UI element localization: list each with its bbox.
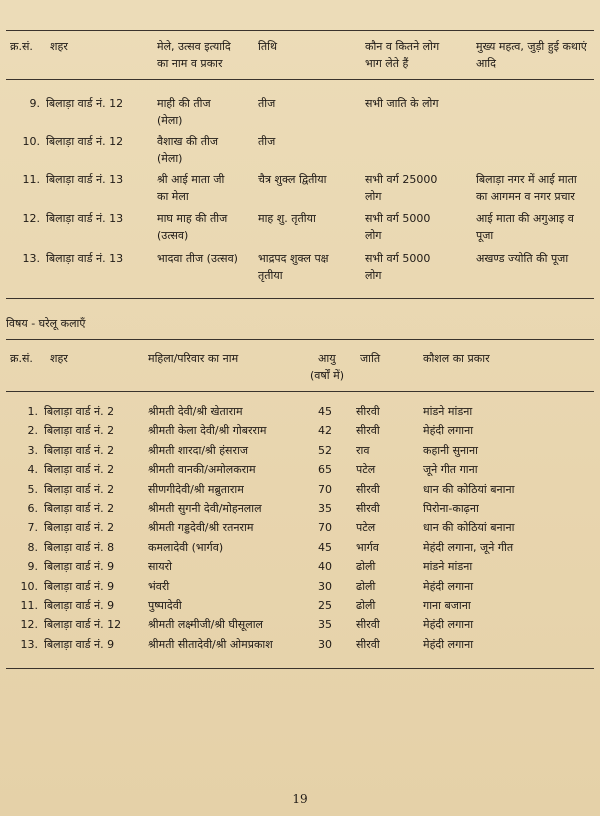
table2-name: भंवरी (148, 580, 170, 593)
table2-caste: सीरवी (356, 424, 380, 437)
table1-date: तृतीया (258, 269, 283, 282)
table1-fair: (मेला) (157, 114, 183, 127)
table2-sno: 11. (20, 599, 38, 612)
table1-fair: माघ माह की तीज (157, 212, 228, 225)
table2-skill: मेहंदी लगाना (423, 424, 474, 437)
table2-name: श्रीमती लक्ष्मीजी/श्री घीसूलाल (148, 618, 264, 631)
table2-city: बिलाड़ा वार्ड नं. 2 (44, 444, 115, 457)
table2-city: बिलाड़ा वार्ड नं. 2 (44, 463, 115, 476)
table2-caste: ढोली (356, 599, 376, 612)
table2-sno: 10. (20, 580, 38, 593)
table2-age: 35 (318, 618, 332, 631)
table1-fair: वैशाख की तीज (157, 135, 219, 148)
table2-name: पुष्पादेवी (148, 599, 182, 612)
table2-name: सायरो (148, 560, 173, 573)
table2-age: 30 (318, 638, 332, 651)
table2-sno: 5. (27, 483, 38, 496)
table1-city: बिलाड़ा वार्ड नं. 13 (46, 212, 124, 225)
table1-date: तीज (258, 97, 276, 110)
table2-city: बिलाड़ा वार्ड नं. 9 (44, 638, 115, 651)
table1-importance: का आगमन व नगर प्रचार (476, 190, 575, 203)
table2-skill: मांडने मांडना (423, 405, 473, 418)
table1-city: बिलाड़ा वार्ड नं. 13 (46, 173, 124, 186)
table1-header-sno: क्र.सं. (10, 40, 33, 53)
table2-city: बिलाड़ा वार्ड नं. 9 (44, 580, 115, 593)
table2-name: श्रीमती वानकी/अमोलकराम (148, 463, 256, 476)
table2-header-name: महिला/परिवार का नाम (148, 352, 239, 365)
table1-fair: का मेला (157, 190, 189, 203)
table1-importance: बिलाड़ा नगर में आई माता (476, 173, 577, 186)
table1-header-rule (6, 79, 594, 80)
table2-sno: 13. (20, 638, 38, 651)
table1-sno: 13. (22, 252, 40, 265)
table1-bottom-rule (6, 298, 594, 299)
table2-caste: ढोली (356, 580, 376, 593)
table1-sno: 9. (29, 97, 40, 110)
table2-name: श्रीमती देवी/श्री खेताराम (148, 405, 243, 418)
table1-header-importance-1: मुख्य महत्व, जुड़ी हुई कथाएं (476, 40, 587, 53)
table2-skill: पिरोना-काढ़ना (423, 502, 479, 515)
table1-importance: आई माता की अगुआइ व (476, 212, 574, 225)
table2-city: बिलाड़ा वार्ड नं. 9 (44, 599, 115, 612)
table1-header-people-1: कौन व कितने लोग (365, 40, 440, 53)
table2-header-sno: क्र.सं. (10, 352, 33, 365)
table2-header-age-1: आयु (318, 352, 336, 365)
table2-skill: मेहंदी लगाना (423, 580, 474, 593)
table1-sno: 12. (22, 212, 40, 225)
table2-caste: सीरवी (356, 502, 380, 515)
table1-fair: श्री आई माता जी (157, 173, 225, 186)
table1-sno: 11. (22, 173, 40, 186)
table2-top-rule (6, 339, 594, 340)
table1-header-city: शहर (50, 40, 68, 53)
table2-age: 40 (318, 560, 332, 573)
table1-date: तीज (258, 135, 276, 148)
table1-fair: भादवा तीज (उत्सव) (157, 252, 238, 265)
table1-city: बिलाड़ा वार्ड नं. 12 (46, 97, 124, 110)
table2-caste: सीरवी (356, 483, 380, 496)
table2-caste: पटेल (356, 521, 376, 534)
table1-fair: (उत्सव) (157, 229, 189, 242)
table2-city: बिलाड़ा वार्ड नं. 2 (44, 502, 115, 515)
table2-city: बिलाड़ा वार्ड नं. 8 (44, 541, 115, 554)
table1-people: लोग (365, 269, 382, 282)
table2-sno: 6. (27, 502, 38, 515)
table2-sno: 4. (27, 463, 38, 476)
table2-caste: सीरवी (356, 638, 380, 651)
table1-fair: (मेला) (157, 152, 183, 165)
table2-skill: मांडने मांडना (423, 560, 473, 573)
table2-age: 42 (318, 424, 332, 437)
table1-header-fair-2: का नाम व प्रकार (157, 57, 223, 70)
table1-importance: पूजा (476, 229, 494, 242)
table2-caste: पटेल (356, 463, 376, 476)
table2-header-skill: कौशल का प्रकार (423, 352, 490, 365)
table2-age: 65 (318, 463, 332, 476)
table2-name: श्रीमती केला देवी/श्री गोबरराम (148, 424, 267, 437)
table1-people: सभी वर्ग 25000 (365, 173, 438, 186)
table1-people: सभी जाति के लोग (365, 97, 439, 110)
table2-sno: 7. (27, 521, 38, 534)
table1-header-date: तिथि (258, 40, 277, 53)
table2-skill: मेहंदी लगाना (423, 638, 474, 651)
table2-age: 70 (318, 521, 332, 534)
table2-skill: गाना बजाना (423, 599, 471, 612)
table2-caste: भार्गव (356, 541, 379, 554)
table1-date: चैत्र शुक्ल द्वितीया (258, 173, 327, 186)
table2-city: बिलाड़ा वार्ड नं. 12 (44, 618, 122, 631)
table1-sno: 10. (22, 135, 40, 148)
table2-header-city: शहर (50, 352, 68, 365)
table1-people: सभी वर्ग 5000 (365, 252, 431, 265)
section-title: विषय - घरेलू कलाएँ (6, 317, 86, 330)
table1-people: सभी वर्ग 5000 (365, 212, 431, 225)
table2-name: श्रीमती सीतादेवी/श्री ओमप्रकाश (148, 638, 273, 651)
table1-header-fair-1: मेले, उत्सव इत्यादि (157, 40, 231, 53)
table1-city: बिलाड़ा वार्ड नं. 12 (46, 135, 124, 148)
table2-sno: 8. (27, 541, 38, 554)
table1-header-people-2: भाग लेते हैं (365, 57, 409, 70)
table1-fair: माही की तीज (157, 97, 211, 110)
table1-date: भाद्रपद शुक्ल पक्ष (258, 252, 329, 265)
table2-name: सीणगीदेवी/श्री मब्रुताराम (148, 483, 244, 496)
table2-age: 30 (318, 580, 332, 593)
table2-city: बिलाड़ा वार्ड नं. 2 (44, 424, 115, 437)
table2-caste: सीरवी (356, 405, 380, 418)
table2-sno: 1. (27, 405, 38, 418)
table2-age: 45 (318, 405, 332, 418)
table1-people: लोग (365, 190, 382, 203)
table2-sno: 2. (27, 424, 38, 437)
table2-sno: 12. (20, 618, 38, 631)
table2-caste: ढोली (356, 560, 376, 573)
table2-city: बिलाड़ा वार्ड नं. 2 (44, 521, 115, 534)
table2-header-age-2: (वर्षों में) (310, 369, 344, 382)
table2-city: बिलाड़ा वार्ड नं. 9 (44, 560, 115, 573)
table2-skill: जूने गीत गाना (423, 463, 478, 476)
table2-skill: कहानी सुनाना (423, 444, 478, 457)
table1-importance: अखण्ड ज्योति की पूजा (476, 252, 569, 265)
table2-city: बिलाड़ा वार्ड नं. 2 (44, 405, 115, 418)
table2-age: 70 (318, 483, 332, 496)
table2-caste: राव (356, 444, 370, 457)
table2-bottom-rule (6, 668, 594, 669)
table2-name: श्रीमती गड्डदेवी/श्री रतनराम (148, 521, 254, 534)
table2-skill: मेहंदी लगाना, जूने गीत (423, 541, 514, 554)
table1-city: बिलाड़ा वार्ड नं. 13 (46, 252, 124, 265)
table2-age: 25 (318, 599, 332, 612)
table2-age: 35 (318, 502, 332, 515)
table2-city: बिलाड़ा वार्ड नं. 2 (44, 483, 115, 496)
table2-skill: मेहंदी लगाना (423, 618, 474, 631)
table2-header-rule (6, 391, 594, 392)
table2-skill: धान की कोठियां बनाना (423, 483, 515, 496)
table1-top-rule (6, 30, 594, 31)
table2-name: कमलादेवी (भार्गव) (148, 541, 224, 554)
table2-header-caste: जाति (360, 352, 381, 365)
table2-caste: सीरवी (356, 618, 380, 631)
table2-skill: धान की कोठियां बनाना (423, 521, 515, 534)
table1-people: लोग (365, 229, 382, 242)
page-number: 19 (292, 792, 308, 806)
table2-age: 45 (318, 541, 332, 554)
table2-sno: 3. (27, 444, 38, 457)
table1-header-importance-2: आदि (476, 57, 496, 70)
table2-sno: 9. (27, 560, 38, 573)
table2-name: श्रीमती शारदा/श्री हंसराज (148, 444, 248, 457)
table1-date: माह शु. तृतीया (258, 212, 316, 225)
table2-name: श्रीमती सुगनी देवी/मोहनलाल (148, 502, 262, 515)
table2-age: 52 (318, 444, 332, 457)
